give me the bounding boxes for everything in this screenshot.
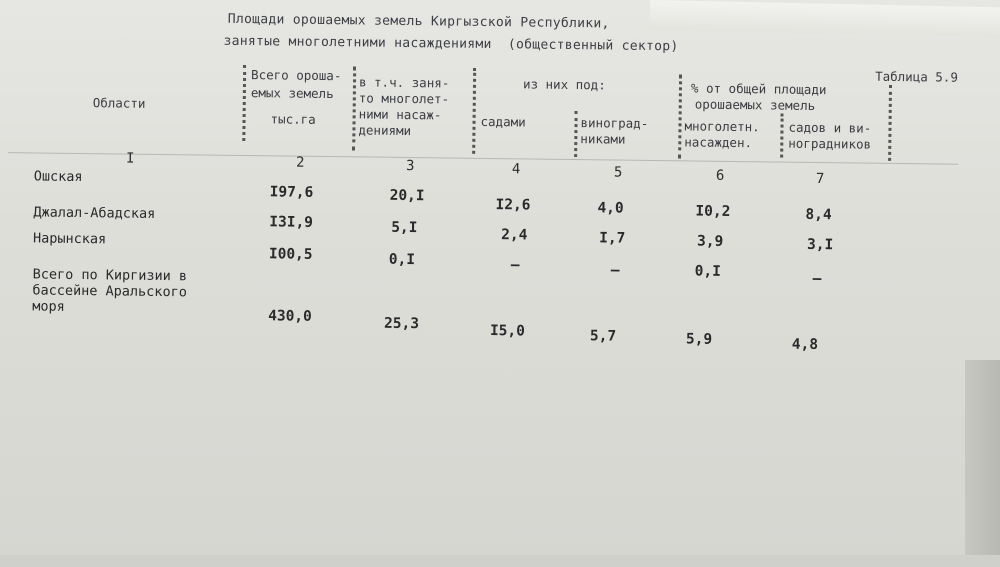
row-value: I0,2 <box>695 203 731 220</box>
header-pct-2: орошаемых земель <box>694 96 816 113</box>
column-divider <box>574 111 578 157</box>
column-divider <box>472 68 476 154</box>
row-value: 430,0 <box>268 308 312 325</box>
row-value: – <box>510 257 520 274</box>
header-perennial-1: многолетн. <box>684 118 760 135</box>
row-value: I3I,9 <box>269 214 314 231</box>
header-rule <box>8 152 958 165</box>
row-value: 5,9 <box>685 331 713 348</box>
column-divider <box>780 114 784 158</box>
total-region-line-2: бассейне Аральского <box>32 282 187 301</box>
header-vineyards-1: виноград- <box>580 115 649 131</box>
row-value: 5,7 <box>589 328 617 345</box>
row-value: I2,6 <box>495 197 531 214</box>
header-perennial-2: насажден. <box>684 134 753 151</box>
row-value: I,7 <box>599 230 626 247</box>
row-value: 2,4 <box>501 227 528 244</box>
column-number: 4 <box>511 161 521 178</box>
column-number: 6 <box>715 167 725 184</box>
column-divider <box>242 65 246 141</box>
column-number: 7 <box>815 170 825 188</box>
header-gardens-vine-2: ноградников <box>788 135 872 152</box>
table-label: Таблица 5.9 <box>875 68 959 85</box>
header-incl-2: то многолет- <box>358 90 450 107</box>
column-divider <box>352 66 356 150</box>
row-value: I5,0 <box>489 323 526 340</box>
total-region-line-1: Всего по Киргизии в <box>32 266 188 285</box>
column-number: I <box>125 150 135 167</box>
header-regions: Области <box>92 95 146 111</box>
row-value: 0,I <box>694 263 722 280</box>
row-value: 8,4 <box>805 206 832 224</box>
header-vineyards-2: никами <box>580 131 626 147</box>
row-region-name: Джалал-Абадская <box>33 204 156 222</box>
header-total-3: тыс.га <box>270 111 316 127</box>
header-gardens: садами <box>480 113 526 130</box>
header-pct-1: % от общей площади <box>690 80 827 98</box>
header-total-1: Всего ороша- <box>251 67 342 84</box>
header-incl-1: в т.ч. заня- <box>358 74 450 91</box>
row-value: 0,I <box>388 251 416 269</box>
title-line-2: занятые многолетними насаждениями (общественный сектор) <box>223 33 679 55</box>
row-region-name: Нарынская <box>32 230 107 248</box>
row-value: I00,5 <box>268 246 313 263</box>
row-value: – <box>610 262 620 279</box>
row-value: 25,3 <box>383 315 420 333</box>
row-region-name: Ошская <box>33 168 83 186</box>
column-divider <box>678 74 682 158</box>
header-of-them: из них под: <box>522 76 606 93</box>
row-value: 4,8 <box>791 336 819 354</box>
row-value: 3,9 <box>697 233 724 250</box>
row-value: 3,I <box>806 236 834 254</box>
header-incl-4: дениями <box>358 122 412 139</box>
column-number: 3 <box>405 157 415 175</box>
header-gardens-vine-1: садов и ви- <box>788 119 872 136</box>
column-divider <box>888 85 892 161</box>
column-number: 2 <box>295 154 305 171</box>
row-value: – <box>812 270 822 288</box>
row-value: 20,I <box>389 187 425 205</box>
title-line-1: Площади орошаемых земель Киргызской Республики, <box>227 11 610 32</box>
total-region-line-3: моря <box>32 298 65 315</box>
row-value: 5,I <box>391 219 418 237</box>
header-total-2: емых земель <box>250 85 334 102</box>
row-value: I97,6 <box>269 184 314 201</box>
header-incl-3: ними насаж- <box>358 106 442 123</box>
column-number: 5 <box>613 164 623 181</box>
row-value: 4,0 <box>597 200 624 217</box>
